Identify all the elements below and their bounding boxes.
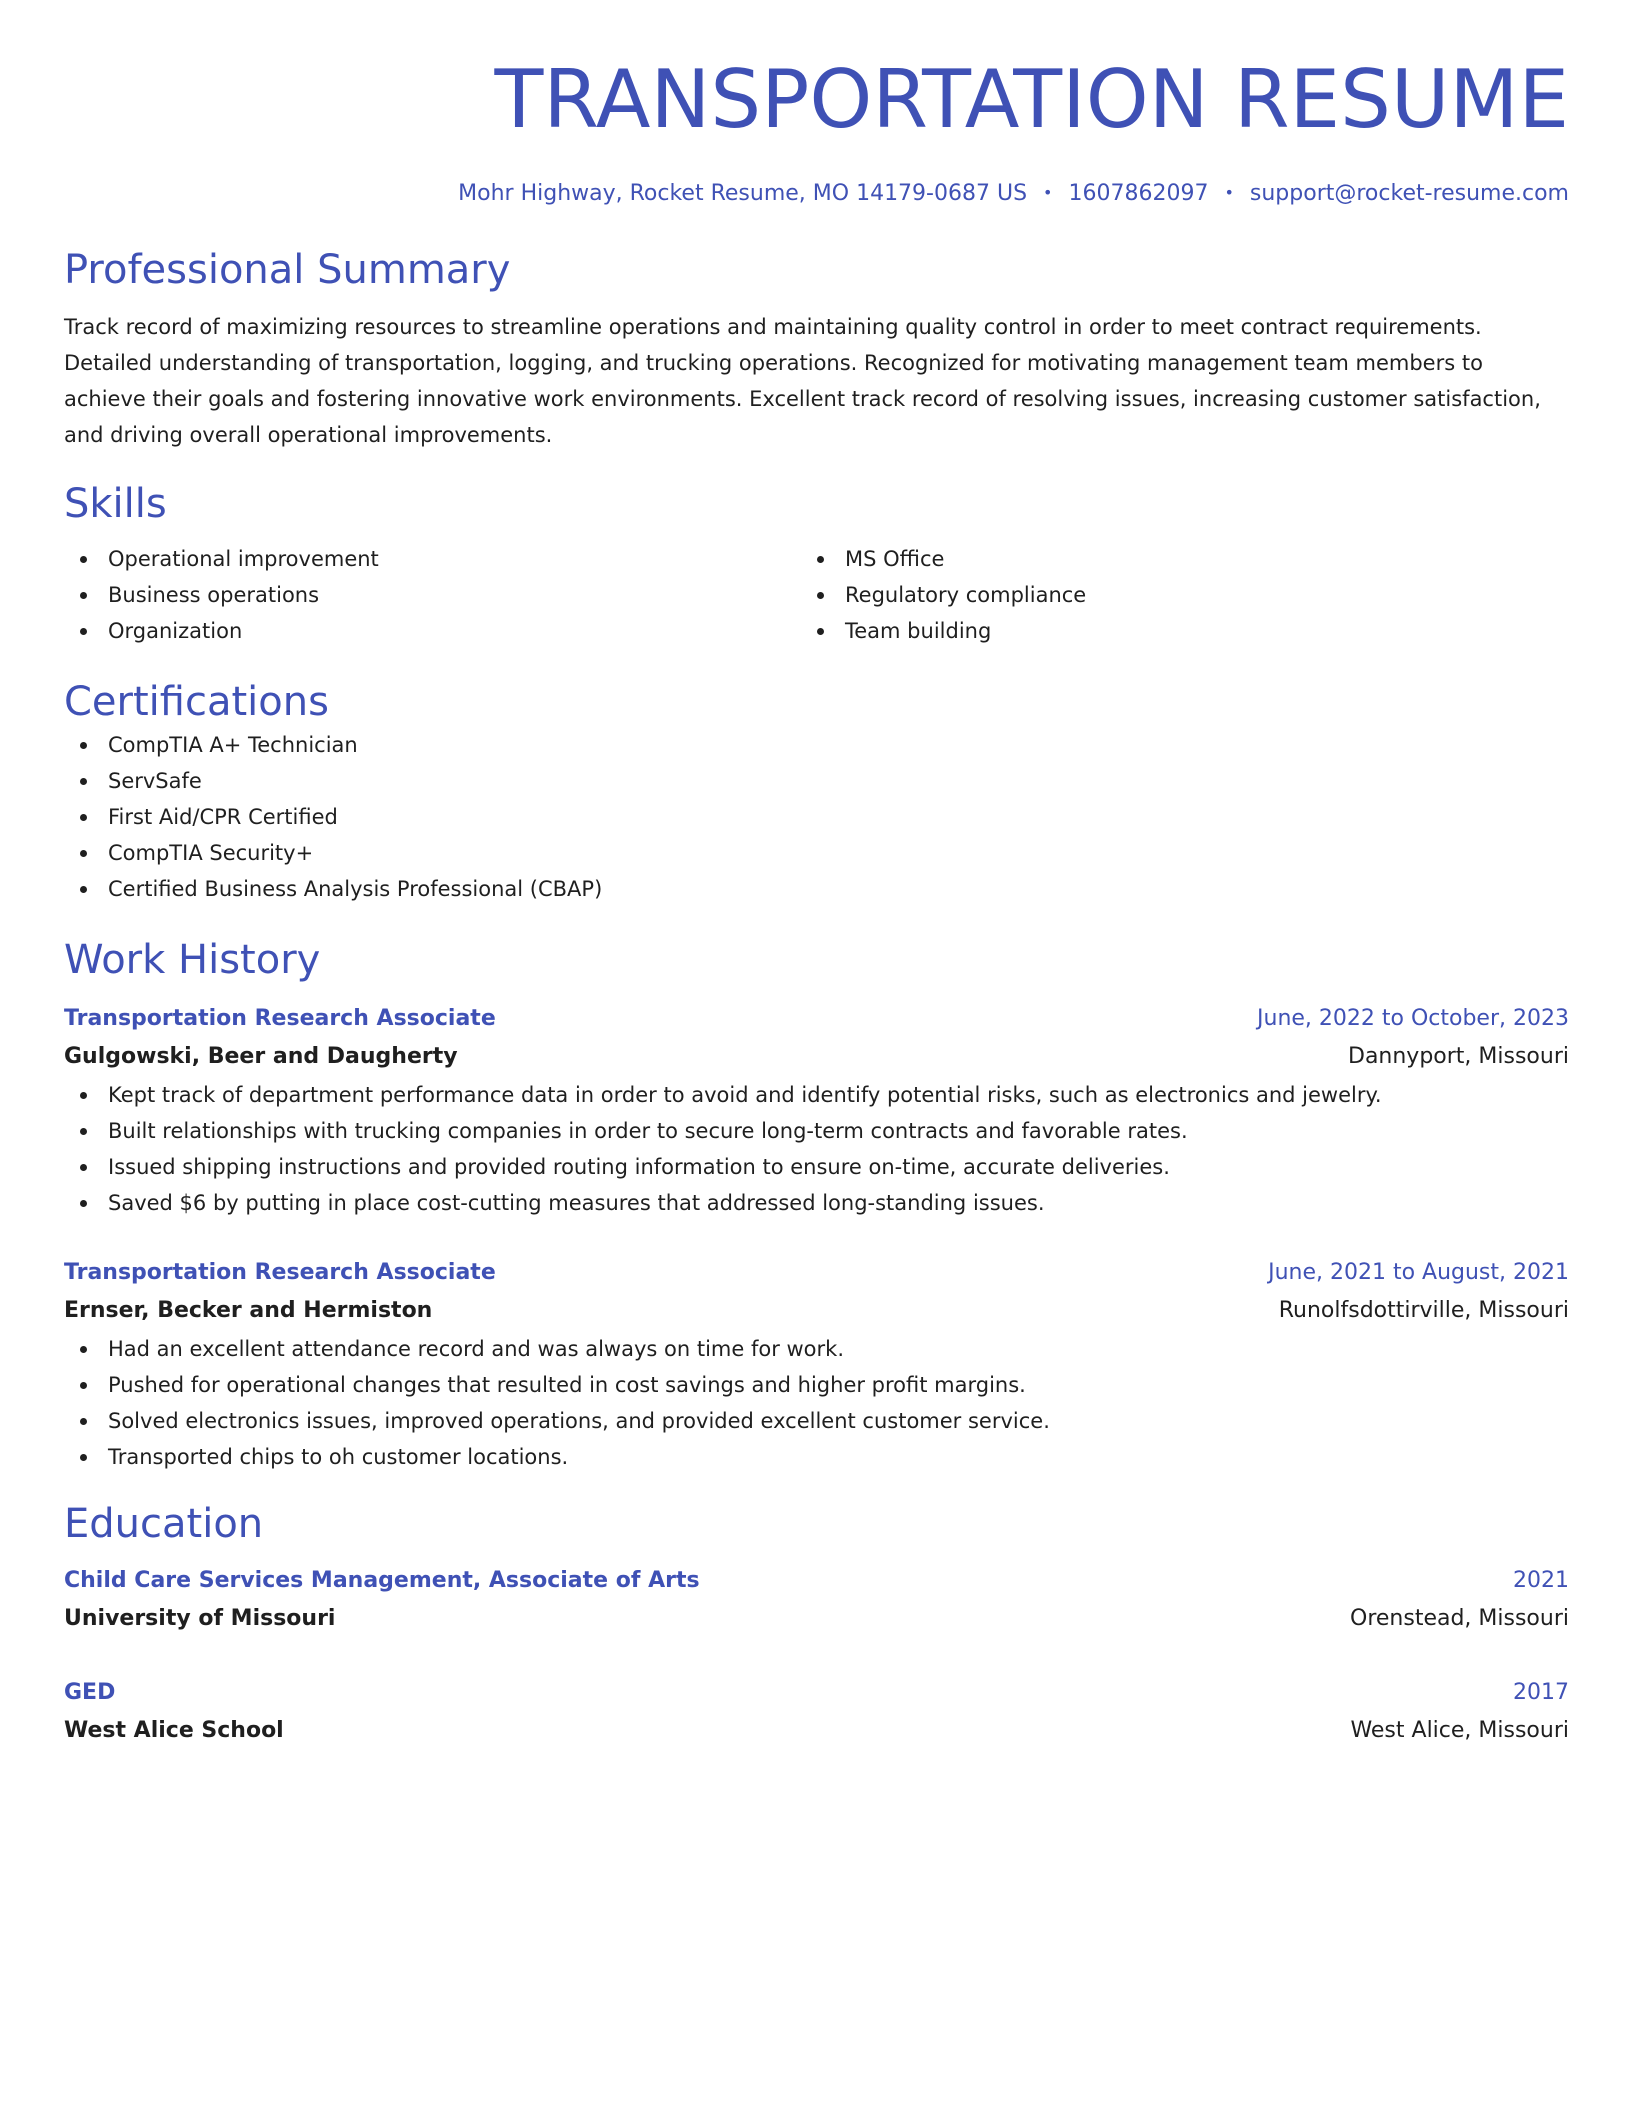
contact-phone: 1607862097: [1068, 181, 1209, 206]
education-location: Orenstead, Missouri: [1350, 1606, 1569, 1631]
job-location: Runolfsdottirville, Missouri: [1278, 1298, 1569, 1323]
education-year: 2021: [1513, 1568, 1569, 1593]
job-title: Transportation Research Associate: [64, 1260, 496, 1285]
section-title-education: Education: [64, 1501, 264, 1547]
education-school-row: [64, 1711, 1569, 1751]
resume-header: [64, 52, 1569, 209]
education-header-row: [64, 1563, 1569, 1599]
skill-item: Business operations: [64, 577, 801, 613]
education-degree: Child Care Services Management, Associate of Arts: [64, 1568, 700, 1593]
education-year: 2017: [1513, 1680, 1569, 1705]
education-entry: [64, 1675, 1569, 1751]
job-company-row: [64, 1291, 1569, 1331]
education-entry: [64, 1563, 1569, 1639]
job-bullet: Saved $6 by putting in place cost-cutting measures that addressed long-standing issues.: [64, 1185, 1569, 1221]
job-bullets: [64, 1331, 1569, 1475]
certification-item: CompTIA A+ Technician: [64, 727, 1569, 763]
job-bullet: Built relationships with trucking companies in order to secure long-term contracts and favorable rates.: [64, 1113, 1569, 1149]
skill-item: Regulatory compliance: [801, 577, 1538, 613]
skill-item: Operational improvement: [64, 541, 801, 577]
section-title-summary: Professional Summary: [64, 247, 511, 293]
skills-grid: [64, 541, 1569, 649]
skill-item: Organization: [64, 613, 801, 649]
job-title: Transportation Research Associate: [64, 1006, 496, 1031]
job-company-row: [64, 1037, 1569, 1077]
education-location: West Alice, Missouri: [1350, 1718, 1569, 1743]
job-bullet: Solved electronics issues, improved operations, and provided excellent customer service.: [64, 1403, 1569, 1439]
certification-item: Certified Business Analysis Professional (CBAP): [64, 871, 1569, 907]
job-entry: [64, 1255, 1569, 1475]
job-bullet: Kept track of department performance data in order to avoid and identify potential risks, such as electronics and jewelry.: [64, 1077, 1569, 1113]
contact-address: Mohr Highway, Rocket Resume, MO 14179-0687 US: [458, 181, 1028, 206]
job-header-row: [64, 1255, 1569, 1291]
contact-email[interactable]: support@rocket-resume.com: [1249, 181, 1569, 206]
resume-name: TRANSPORTATION RESUME: [494, 53, 1569, 146]
job-company: Ernser, Becker and Hermiston: [64, 1298, 433, 1323]
skill-item: Team building: [801, 613, 1538, 649]
section-title-skills: Skills: [64, 481, 167, 527]
job-entry: [64, 1001, 1569, 1221]
job-bullets: [64, 1077, 1569, 1221]
section-title-work-history: Work History: [64, 937, 321, 983]
section-title-certifications: Certifications: [64, 679, 329, 725]
certifications-list: [64, 727, 1569, 907]
skill-item: MS Office: [801, 541, 1538, 577]
certification-item: ServSafe: [64, 763, 1569, 799]
skills-column-left: [64, 541, 801, 649]
contact-separator: •: [1224, 183, 1234, 202]
certification-item: First Aid/CPR Certified: [64, 799, 1569, 835]
skills-list-left: [64, 541, 801, 649]
education-school: University of Missouri: [64, 1606, 336, 1631]
education-header-row: [64, 1675, 1569, 1711]
job-bullet: Had an excellent attendance record and was always on time for work.: [64, 1331, 1569, 1367]
certification-item: CompTIA Security+: [64, 835, 1569, 871]
job-company: Gulgowski, Beer and Daugherty: [64, 1044, 458, 1069]
skills-column-right: [801, 541, 1538, 649]
education-degree: GED: [64, 1680, 116, 1705]
job-bullet: Transported chips to oh customer locations.: [64, 1439, 1569, 1475]
education-school: West Alice School: [64, 1718, 284, 1743]
summary-text: Track record of maximizing resources to streamline operations and maintaining quality control in order to meet contract requirements. Detailed understanding of transportation, logging, and trucking operations. Recognized for motivating management team members to achieve their goals and fostering innovative work environments. Excellent track record of resolving issues, increasing customer satisfaction, and driving overall operational improvements.: [64, 315, 1541, 447]
job-location: Dannyport, Missouri: [1348, 1044, 1569, 1069]
job-header-row: [64, 1001, 1569, 1037]
education-school-row: [64, 1599, 1569, 1639]
contact-separator: •: [1043, 183, 1053, 202]
job-bullet: Issued shipping instructions and provided routing information to ensure on-time, accurate deliveries.: [64, 1149, 1569, 1185]
job-dates: June, 2021 to August, 2021: [1268, 1260, 1569, 1285]
job-bullet: Pushed for operational changes that resulted in cost savings and higher profit margins.: [64, 1367, 1569, 1403]
job-dates: June, 2022 to October, 2023: [1257, 1006, 1569, 1031]
contact-line: [64, 178, 1569, 209]
skills-list-right: [801, 541, 1538, 649]
